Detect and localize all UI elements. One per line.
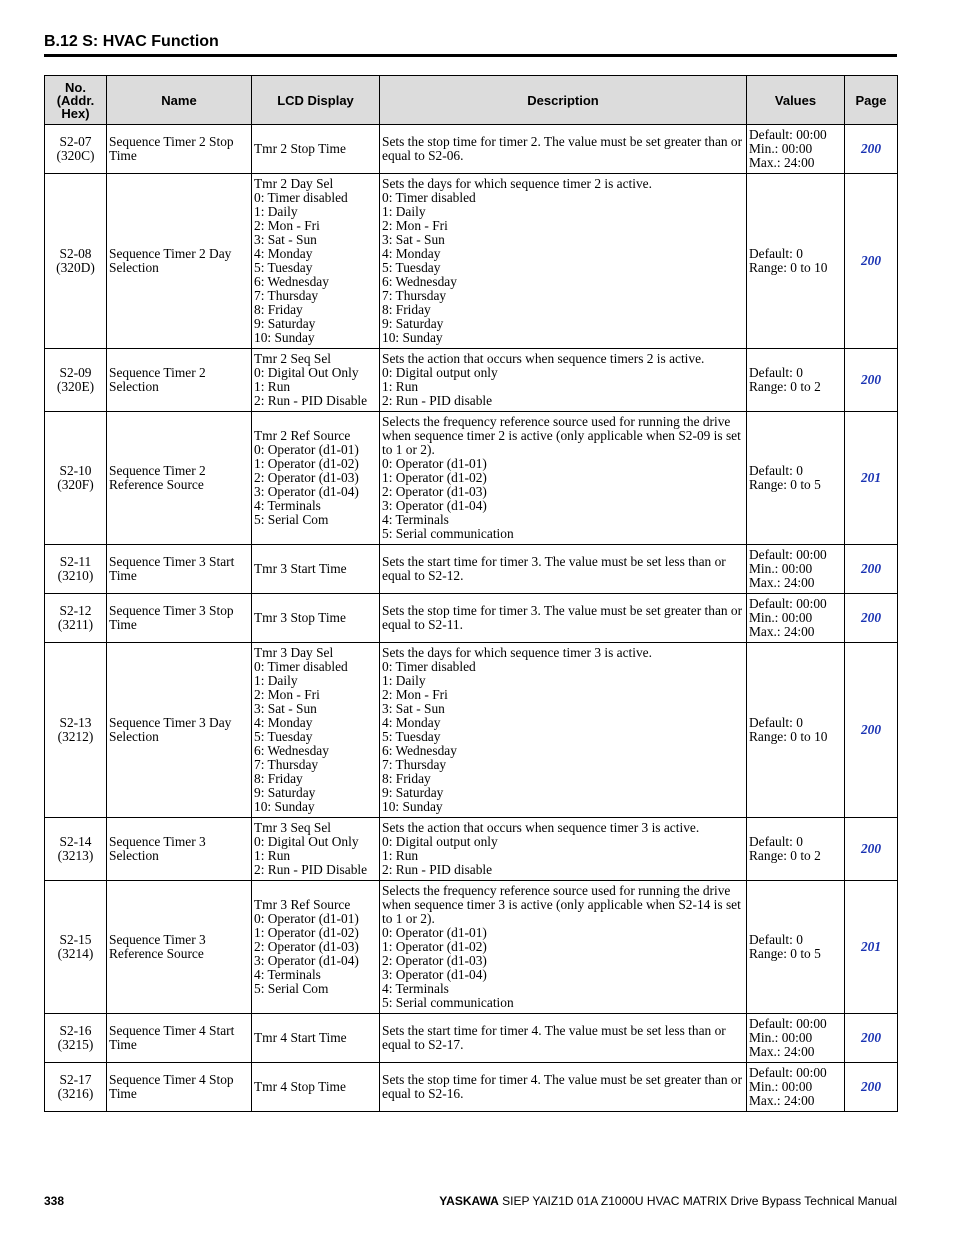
- param-name: Sequence Timer 2 Day Selection: [107, 174, 252, 349]
- value-line: Range: 0 to 2: [749, 379, 821, 394]
- value-line: Range: 0 to 10: [749, 729, 828, 744]
- description-line: 9: Saturday: [382, 785, 444, 800]
- values-cell: [747, 412, 845, 545]
- lcd-line: 0: Digital Out Only: [254, 834, 359, 849]
- value-line: Range: 0 to 10: [749, 260, 828, 275]
- lcd-display-cell: [252, 881, 380, 1014]
- value-line: Default: 0: [749, 246, 803, 261]
- description-line: 8: Friday: [382, 302, 431, 317]
- description-line: 6: Wednesday: [382, 274, 457, 289]
- description-line: 0: Digital output only: [382, 834, 498, 849]
- header-no-line: Hex): [61, 105, 90, 121]
- description-line: 1: Run: [382, 848, 419, 863]
- lcd-display-cell: [252, 545, 380, 594]
- value-line: Default: 0: [749, 715, 803, 730]
- param-number-cell: [45, 545, 107, 594]
- lcd-display-cell: [252, 643, 380, 818]
- value-line: Default: 0: [749, 834, 803, 849]
- page-link[interactable]: 201: [860, 470, 882, 485]
- description-line: 0: Operator (d1-01): [382, 925, 487, 940]
- lcd-line: 1: Run: [254, 848, 291, 863]
- description-line: 0: Digital output only: [382, 365, 498, 380]
- lcd-display-cell: [252, 349, 380, 412]
- description-line: 2: Mon - Fri: [382, 218, 448, 233]
- param-address: (3216): [57, 1086, 94, 1101]
- description-cell: [380, 349, 747, 412]
- description-line: 2: Run - PID disable: [382, 393, 493, 408]
- description-line: 0: Timer disabled: [382, 659, 476, 674]
- table-body: [45, 125, 898, 1112]
- values-cell: [747, 1063, 845, 1112]
- lcd-display-cell: [252, 818, 380, 881]
- footer-manual-title: [439, 1194, 897, 1208]
- param-address: (3212): [57, 729, 94, 744]
- lcd-line: 4: Monday: [254, 246, 313, 261]
- param-number-cell: [45, 412, 107, 545]
- page-link[interactable]: 201: [860, 939, 882, 954]
- value-line: Min.: 00:00: [749, 141, 813, 156]
- lcd-line: 3: Sat - Sun: [254, 232, 317, 247]
- description-line: 4: Monday: [382, 715, 441, 730]
- description-line: 0: Timer disabled: [382, 190, 476, 205]
- lcd-line: Tmr 4 Start Time: [254, 1030, 347, 1045]
- table-row: [45, 174, 898, 349]
- param-address: (3210): [57, 568, 94, 583]
- param-name: Sequence Timer 4 Stop Time: [107, 1063, 252, 1112]
- description-cell: [380, 594, 747, 643]
- lcd-line: 2: Run - PID Disable: [254, 862, 368, 877]
- page-ref-cell: [845, 1063, 898, 1112]
- page-ref-cell: [845, 594, 898, 643]
- lcd-line: 7: Thursday: [254, 288, 319, 303]
- param-address: (320C): [56, 148, 95, 163]
- table-header-row: [45, 76, 898, 125]
- header-description: Description: [380, 76, 747, 125]
- lcd-line: 5: Tuesday: [254, 729, 313, 744]
- page-link[interactable]: 200: [860, 610, 882, 625]
- page-link[interactable]: 200: [860, 722, 882, 737]
- page-ref-cell: [845, 643, 898, 818]
- table-row: [45, 349, 898, 412]
- lcd-line: 1: Operator (d1-02): [254, 456, 359, 471]
- param-address: (3213): [57, 848, 94, 863]
- value-line: Range: 0 to 5: [749, 946, 821, 961]
- description-line: Sets the days for which sequence timer 3 is active.: [382, 645, 652, 660]
- param-number-cell: [45, 174, 107, 349]
- header-page: Page: [845, 76, 898, 125]
- param-number: S2-09: [59, 365, 92, 380]
- page-ref-cell: [845, 1014, 898, 1063]
- lcd-display-cell: [252, 412, 380, 545]
- param-number: S2-15: [59, 932, 92, 947]
- lcd-display-cell: [252, 174, 380, 349]
- page-ref-cell: [845, 818, 898, 881]
- lcd-line: Tmr 3 Start Time: [254, 561, 347, 576]
- page-ref-cell: [845, 349, 898, 412]
- page-link[interactable]: 200: [860, 372, 882, 387]
- page-link[interactable]: 200: [860, 1030, 882, 1045]
- lcd-line: 3: Sat - Sun: [254, 701, 317, 716]
- value-line: Default: 0: [749, 365, 803, 380]
- header-lcd-display: LCD Display: [252, 76, 380, 125]
- param-name: Sequence Timer 2 Stop Time: [107, 125, 252, 174]
- table-row: [45, 881, 898, 1014]
- lcd-line: 0: Operator (d1-01): [254, 442, 359, 457]
- param-number-cell: [45, 643, 107, 818]
- description-line: 2: Run - PID disable: [382, 862, 493, 877]
- value-line: Range: 0 to 2: [749, 848, 821, 863]
- param-address: (320D): [56, 260, 95, 275]
- param-address: (320E): [56, 379, 95, 394]
- lcd-line: 6: Wednesday: [254, 743, 329, 758]
- param-number-cell: [45, 1014, 107, 1063]
- lcd-line: Tmr 2 Stop Time: [254, 141, 346, 156]
- lcd-line: Tmr 3 Day Sel: [254, 645, 334, 660]
- lcd-display-cell: [252, 1063, 380, 1112]
- description-line: 7: Thursday: [382, 288, 447, 303]
- param-number: S2-08: [59, 246, 92, 261]
- section-title: B.12 S: HVAC Function: [44, 33, 219, 50]
- values-cell: [747, 881, 845, 1014]
- lcd-line: 8: Friday: [254, 771, 303, 786]
- lcd-line: 4: Monday: [254, 715, 313, 730]
- lcd-display-cell: [252, 1014, 380, 1063]
- lcd-line: Tmr 2 Seq Sel: [254, 351, 331, 366]
- description-line: 1: Daily: [382, 673, 426, 688]
- value-line: Default: 00:00: [749, 1016, 827, 1031]
- description-line: 10: Sunday: [382, 799, 443, 814]
- description-cell: [380, 881, 747, 1014]
- lcd-line: 1: Daily: [254, 673, 298, 688]
- value-line: Max.: 24:00: [749, 624, 815, 639]
- lcd-line: 0: Operator (d1-01): [254, 911, 359, 926]
- page-ref-cell: [845, 125, 898, 174]
- description-line: 5: Serial communication: [382, 995, 514, 1010]
- table-row: [45, 594, 898, 643]
- table-row: [45, 1063, 898, 1112]
- table-row: [45, 125, 898, 174]
- lcd-line: Tmr 2 Ref Source: [254, 428, 351, 443]
- description-line: 0: Operator (d1-01): [382, 456, 487, 471]
- param-number: S2-13: [59, 715, 92, 730]
- description-line: 3: Sat - Sun: [382, 232, 445, 247]
- description-line: 4: Monday: [382, 246, 441, 261]
- param-number: S2-11: [59, 554, 92, 569]
- description-line: 9: Saturday: [382, 316, 444, 331]
- description-line: Selects the frequency reference source used for running the drive when sequence timer 2 is active (only applicable when S2-09 is set to 1 or 2).: [382, 414, 741, 457]
- lcd-line: 1: Run: [254, 379, 291, 394]
- description-line: 1: Daily: [382, 204, 426, 219]
- description-line: 1: Run: [382, 379, 419, 394]
- value-line: Default: 00:00: [749, 1065, 827, 1080]
- description-line: Sets the action that occurs when sequence timers 2 is active.: [382, 351, 705, 366]
- lcd-line: 10: Sunday: [254, 330, 315, 345]
- table-row: [45, 412, 898, 545]
- lcd-line: 5: Serial Com: [254, 512, 329, 527]
- param-address: (3214): [57, 946, 94, 961]
- table-row: [45, 643, 898, 818]
- lcd-line: 0: Timer disabled: [254, 659, 348, 674]
- lcd-line: 5: Serial Com: [254, 981, 329, 996]
- page-ref-cell: [845, 881, 898, 1014]
- value-line: Min.: 00:00: [749, 1030, 813, 1045]
- description-line: 10: Sunday: [382, 330, 443, 345]
- param-number: S2-14: [59, 834, 92, 849]
- table-row: [45, 818, 898, 881]
- lcd-line: 0: Timer disabled: [254, 190, 348, 205]
- values-cell: [747, 594, 845, 643]
- page-ref-cell: [845, 174, 898, 349]
- table-row: [45, 1014, 898, 1063]
- lcd-line: 6: Wednesday: [254, 274, 329, 289]
- description-line: Sets the stop time for timer 3. The value must be set greater than or equal to S2-11.: [382, 603, 743, 632]
- value-line: Default: 00:00: [749, 596, 827, 611]
- param-address: (3211): [57, 617, 94, 632]
- lcd-line: 7: Thursday: [254, 757, 319, 772]
- lcd-line: 10: Sunday: [254, 799, 315, 814]
- values-cell: [747, 818, 845, 881]
- lcd-line: 4: Terminals: [254, 498, 321, 513]
- param-number: S2-12: [59, 603, 92, 618]
- lcd-line: 9: Saturday: [254, 785, 316, 800]
- description-line: 7: Thursday: [382, 757, 447, 772]
- lcd-line: Tmr 3 Stop Time: [254, 610, 346, 625]
- lcd-line: 3: Operator (d1-04): [254, 953, 359, 968]
- param-number: S2-17: [59, 1072, 92, 1087]
- page-link[interactable]: 200: [860, 253, 882, 268]
- page-link[interactable]: 200: [860, 141, 882, 156]
- description-line: 2: Operator (d1-03): [382, 484, 487, 499]
- value-line: Range: 0 to 5: [749, 477, 821, 492]
- param-name: Sequence Timer 3 Day Selection: [107, 643, 252, 818]
- values-cell: [747, 174, 845, 349]
- lcd-line: 2: Mon - Fri: [254, 218, 320, 233]
- page-link[interactable]: 200: [860, 841, 882, 856]
- param-name: Sequence Timer 3 Start Time: [107, 545, 252, 594]
- lcd-line: 3: Operator (d1-04): [254, 484, 359, 499]
- lcd-line: 2: Operator (d1-03): [254, 939, 359, 954]
- description-cell: [380, 643, 747, 818]
- description-cell: [380, 412, 747, 545]
- param-number: S2-10: [59, 463, 92, 478]
- param-number: S2-16: [59, 1023, 92, 1038]
- values-cell: [747, 1014, 845, 1063]
- lcd-line: 8: Friday: [254, 302, 303, 317]
- description-line: Sets the start time for timer 4. The value must be set less than or equal to S2-17.: [382, 1023, 726, 1052]
- param-number-cell: [45, 1063, 107, 1112]
- page-link[interactable]: 200: [860, 561, 882, 576]
- description-line: 1: Operator (d1-02): [382, 470, 487, 485]
- lcd-line: 1: Operator (d1-02): [254, 925, 359, 940]
- value-line: Default: 0: [749, 463, 803, 478]
- lcd-display-cell: [252, 594, 380, 643]
- param-number-cell: [45, 349, 107, 412]
- description-line: 5: Tuesday: [382, 729, 441, 744]
- param-name: Sequence Timer 3 Selection: [107, 818, 252, 881]
- lcd-line: 5: Tuesday: [254, 260, 313, 275]
- description-cell: [380, 818, 747, 881]
- lcd-line: 1: Daily: [254, 204, 298, 219]
- value-line: Default: 0: [749, 932, 803, 947]
- param-number-cell: [45, 594, 107, 643]
- description-line: Sets the action that occurs when sequence timer 3 is active.: [382, 820, 700, 835]
- param-address: (320F): [57, 477, 94, 492]
- lcd-line: 2: Mon - Fri: [254, 687, 320, 702]
- value-line: Default: 00:00: [749, 127, 827, 142]
- description-line: 3: Operator (d1-04): [382, 498, 487, 513]
- header-name: Name: [107, 76, 252, 125]
- footer-manual-name: SIEP YAIZ1D 01A Z1000U HVAC MATRIX Drive Bypass Technical Manual: [498, 1194, 897, 1208]
- value-line: Min.: 00:00: [749, 561, 813, 576]
- description-line: Selects the frequency reference source used for running the drive when sequence timer 3 is active (only applicable when S2-14 is set to 1 or 2).: [382, 883, 741, 926]
- value-line: Min.: 00:00: [749, 1079, 813, 1094]
- value-line: Max.: 24:00: [749, 1093, 815, 1108]
- description-cell: [380, 1014, 747, 1063]
- footer-brand: YASKAWA: [439, 1194, 499, 1208]
- param-name: Sequence Timer 3 Reference Source: [107, 881, 252, 1014]
- description-cell: [380, 545, 747, 594]
- value-line: Max.: 24:00: [749, 1044, 815, 1059]
- value-line: Min.: 00:00: [749, 610, 813, 625]
- param-address: (3215): [57, 1037, 94, 1052]
- description-line: 2: Mon - Fri: [382, 687, 448, 702]
- param-number-cell: [45, 881, 107, 1014]
- values-cell: [747, 125, 845, 174]
- param-name: Sequence Timer 2 Reference Source: [107, 412, 252, 545]
- description-cell: [380, 174, 747, 349]
- description-line: Sets the stop time for timer 4. The value must be set greater than or equal to S2-16.: [382, 1072, 743, 1101]
- values-cell: [747, 349, 845, 412]
- table-row: [45, 545, 898, 594]
- lcd-line: 2: Run - PID Disable: [254, 393, 368, 408]
- description-line: 3: Operator (d1-04): [382, 967, 487, 982]
- lcd-line: 2: Operator (d1-03): [254, 470, 359, 485]
- lcd-line: Tmr 3 Ref Source: [254, 897, 351, 912]
- param-name: Sequence Timer 3 Stop Time: [107, 594, 252, 643]
- lcd-line: 4: Terminals: [254, 967, 321, 982]
- header-no-line: No.: [65, 79, 86, 95]
- value-line: Max.: 24:00: [749, 575, 815, 590]
- lcd-line: Tmr 3 Seq Sel: [254, 820, 331, 835]
- lcd-line: Tmr 4 Stop Time: [254, 1079, 346, 1094]
- header-values: Values: [747, 76, 845, 125]
- values-cell: [747, 643, 845, 818]
- description-line: 8: Friday: [382, 771, 431, 786]
- description-line: 4: Terminals: [382, 512, 449, 527]
- description-line: 4: Terminals: [382, 981, 449, 996]
- description-line: 6: Wednesday: [382, 743, 457, 758]
- header-no: [45, 76, 107, 125]
- description-line: Sets the start time for timer 3. The value must be set less than or equal to S2-12.: [382, 554, 726, 583]
- parameter-table: [44, 75, 898, 1112]
- param-number-cell: [45, 818, 107, 881]
- lcd-line: Tmr 2 Day Sel: [254, 176, 334, 191]
- footer-page-number: 338: [44, 1194, 65, 1208]
- description-line: 5: Serial communication: [382, 526, 514, 541]
- description-cell: [380, 1063, 747, 1112]
- description-line: 3: Sat - Sun: [382, 701, 445, 716]
- description-line: 1: Operator (d1-02): [382, 939, 487, 954]
- param-name: Sequence Timer 2 Selection: [107, 349, 252, 412]
- section-rule: [44, 54, 897, 57]
- description-line: Sets the stop time for timer 2. The value must be set greater than or equal to S2-06.: [382, 134, 743, 163]
- value-line: Default: 00:00: [749, 547, 827, 562]
- description-line: Sets the days for which sequence timer 2 is active.: [382, 176, 652, 191]
- lcd-display-cell: [252, 125, 380, 174]
- param-number: S2-07: [59, 134, 92, 149]
- lcd-line: 9: Saturday: [254, 316, 316, 331]
- param-number-cell: [45, 125, 107, 174]
- param-name: Sequence Timer 4 Start Time: [107, 1014, 252, 1063]
- value-line: Max.: 24:00: [749, 155, 815, 170]
- page-ref-cell: [845, 412, 898, 545]
- page-link[interactable]: 200: [860, 1079, 882, 1094]
- values-cell: [747, 545, 845, 594]
- description-line: 2: Operator (d1-03): [382, 953, 487, 968]
- description-cell: [380, 125, 747, 174]
- page-ref-cell: [845, 545, 898, 594]
- description-line: 5: Tuesday: [382, 260, 441, 275]
- header-no-line: (Addr.: [56, 92, 95, 108]
- lcd-line: 0: Digital Out Only: [254, 365, 359, 380]
